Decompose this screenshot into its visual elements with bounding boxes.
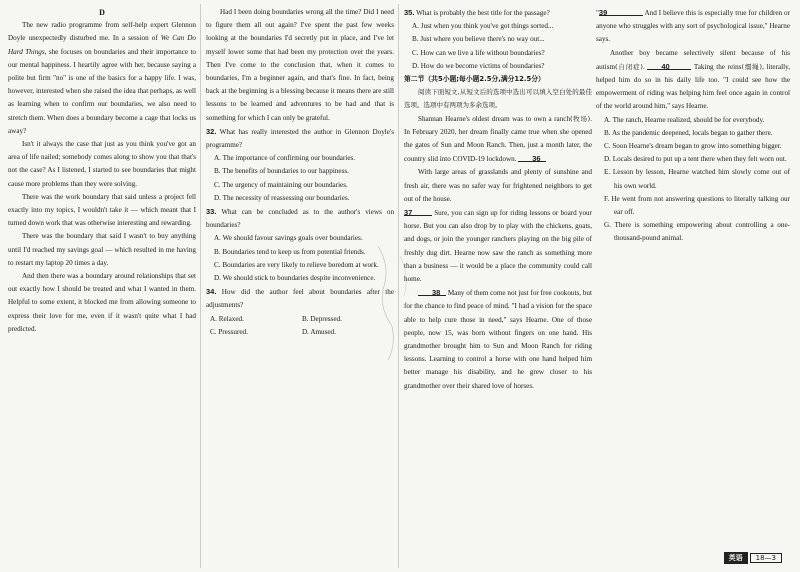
option[interactable]: F. He went from not answering questions to literally talking our ear off. (604, 194, 790, 217)
question-33: 33. What can be concluded as to the author's views on boundaries? A. We should favour savings goals over boundaries. B. Boundaries tend to keep us from potential friends. C. Boundaries are very likely to relieve boredom at work. D. We should stick to boundaries despite inconvenience. (206, 205, 394, 285)
page-number: 18—3 (750, 553, 782, 563)
passage-paragraph: Shannan Hearne's oldest dream was to own a ranch(牧场). In February 2020, her dream finally came true when she opened the gates of Sun and Moon Ranch. Then, just a month later, the country slid into COVID-19 lockdown. 36 (404, 114, 592, 164)
passage-paragraph: 37 Sure, you can sign up for riding lessons or board your horse. But you can also drop by to play with the chickens, goats, and dogs, or join the younger ranchers playing on the big pile of freshly dug dirt. Hearne now saw the ranch as something more than a business — it would be a place the community could call home. (404, 208, 592, 284)
option[interactable]: A. Just when you think you've got things sorted... (412, 22, 554, 31)
option[interactable]: D. We should stick to boundaries despite inconvenience. (214, 274, 376, 283)
option[interactable]: C. Soon Hearne's dream began to grow into something bigger. (604, 142, 782, 151)
pencil-scribble-icon (370, 236, 430, 366)
option[interactable]: A. Relaxed. (210, 314, 244, 323)
column-1 (8, 6, 196, 336)
passage-paragraph: Had I been doing boundaries wrong all the time? Did I need to figure them all out again? I've spent the past few weeks looking at the boundaries I'd secretly put in place, and I've let myself lower some that had been my protection over the years. Then I've come to the conclusion that, when it comes to boundaries, I'm a beginner again, and that's fine. In fact, being back at the beginning is a blessing because it means there are still lessons to be learned and adventures to be had and that is something for which I can only be grateful. (206, 8, 394, 122)
column-4 (596, 6, 790, 246)
passage-paragraph: Another boy became selectively silent because of his autism(自闭症). 40 Taking the reins(缰绳), literally, helped him do so in his daily life too. "I could see how the empowerment of riding was helping him feel once again in control of the world around him," says Hearne. (596, 48, 790, 111)
section-title: 第二节（共5小题;每小题2.5分,满分12.5分） (404, 75, 545, 84)
passage-paragraph: There was the boundary that said I wasn't to buy anything until I'd reached my savings goal — which resulted in me having to restart my laptop 20 times a day. (8, 232, 196, 267)
passage-paragraph: The new radio programme from self-help expert Glennon Doyle unexpectedly disturbed me. In a session of We Can Do Hard Things, she focuses on boundaries and their importance to our mental happiness. I heartily agree with her, because saying a polite but firm "no" is one of the basics for a happy life. I was, however, interested when she raised the idea that perhaps, as well as learning when to confirm our boundaries, we also need to stretch them. When does a boundary become a cage that locks us away? (8, 21, 197, 135)
passage-paragraph: Isn't it always the case that just as you think you've got an area of life nailed; somebody comes along to show you that that's not the case? As I listened, I started to see boundaries that might cause more problems than they were solving. (8, 140, 196, 188)
question-34: 34. How did the author feel about boundaries after the adjustments? A. Relaxed. B. Depressed. C. Pressured. D. Amused. (206, 285, 394, 339)
option[interactable]: A. The ranch, Hearne realized, should be for everybody. (604, 115, 765, 124)
question-32: 32. What has really interested the author in Glennon Doyle's programme? A. The importance of confirming our boundaries. B. The benefits of boundaries to our happiness. C. The urgency of maintaining our boundaries. D. The necessity of reassessing our boundaries. (206, 125, 394, 205)
passage-paragraph: There was the work boundary that said unless a project fell exactly into my topics, I wouldn't take it — which meant that I turned down work that was otherwise interesting and rewarding. (8, 192, 196, 228)
option[interactable]: D. The necessity of reassessing our boundaries. (214, 193, 350, 202)
option[interactable]: A. The importance of confirming our boundaries. (214, 154, 356, 163)
passage-paragraph: With large areas of grasslands and plenty of sunshine and fresh air, there was no safer way for frightened neighbors to get out of the house. (404, 168, 592, 203)
blank-40[interactable]: 40 (647, 60, 691, 70)
option[interactable]: B. As the pandemic deepened, locals began to gather there. (604, 128, 773, 137)
passage-heading: D (99, 8, 105, 17)
option[interactable]: B. Boundaries tend to keep us from potential friends. (214, 247, 366, 256)
blank-36[interactable]: 36 (518, 152, 546, 162)
option[interactable]: D. Amused. (302, 327, 336, 336)
subject-label: 英语 (724, 552, 748, 564)
column-3 (404, 6, 592, 393)
option[interactable]: D. Locals desired to put up a tent there when they felt worn out. (604, 155, 787, 164)
option[interactable]: C. The urgency of maintaining our boundaries. (214, 180, 348, 189)
column-divider (200, 4, 201, 568)
blank-38[interactable]: 38 (418, 286, 446, 296)
blank-37[interactable]: 37 (404, 206, 432, 216)
option[interactable]: B. Depressed. (302, 314, 342, 323)
option[interactable]: B. The benefits of boundaries to our happiness. (214, 167, 349, 176)
column-2 (206, 6, 394, 339)
page-footer (724, 552, 782, 564)
option[interactable]: C. How can we live a life without boundaries? (412, 48, 545, 57)
option[interactable]: A. We should favour savings goals over boundaries. (214, 234, 363, 243)
passage-paragraph: 38 Many of them come not just for free cookouts, but for the chance to find peace of mind. "I had a vision for the space able to help cure those in need," says Hearne. One of those people, now 15, was born without fingers on one hand. His grandmother brought him to Sun and Moon Ranch for riding lessons. Learning to control a horse with one hand helped him better manage his disability, and he grew closer to his grandmother over their shared love of horses. (404, 288, 592, 390)
option[interactable]: G. There is something empowering about controlling a one-thousand-pound animal. (604, 221, 790, 243)
option[interactable]: B. Just where you believe there's no way out... (412, 35, 545, 44)
passage-paragraph: "39 And I believe this is especially true for children or anyone who struggles with any sort of psychological issue," Hearne says. (596, 8, 790, 44)
option[interactable]: D. How do we become victims of boundaries? (412, 61, 545, 70)
question-35: 35. What is probably the best title for the passage? A. Just when you think you've got things sorted... B. Just where you believe there's no way out... C. How can we live a life without boundaries? D. How do we become victims of boundaries? (404, 6, 592, 73)
section-instruction: 阅读下面短文,从短文后的选项中选出可以填入空白处的最佳选项。选项中有两项为多余选项。 (404, 88, 592, 110)
option[interactable]: C. Boundaries are very likely to relieve boredom at work. (214, 260, 379, 269)
option[interactable]: E. Lesson by lesson, Hearne watched him slowly come out of his own world. (604, 168, 790, 190)
passage-paragraph: And then there was a boundary around relationships that set out exactly how I should be treated and what I wanted in them. Helpful to some extent, it blocked me from allowing someone to express their love for me, even if it wasn't quite what I had predicted. (8, 272, 196, 333)
blank-39[interactable]: 39 (599, 6, 643, 16)
option[interactable]: C. Pressured. (210, 327, 248, 336)
